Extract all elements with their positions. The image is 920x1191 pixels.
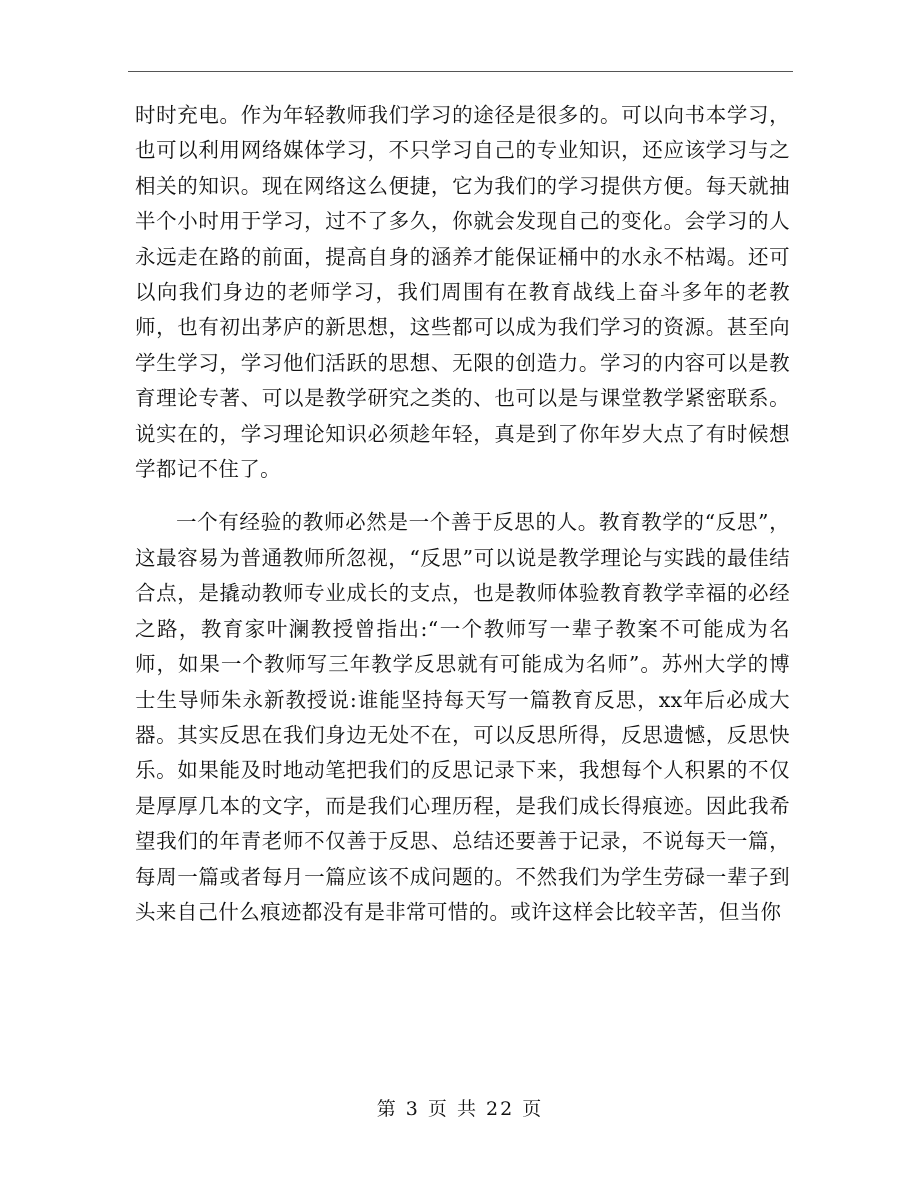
- document-body: [135, 98, 790, 930]
- page-footer: 第 3 页 共 22 页: [376, 1098, 544, 1120]
- paragraph-1: 时时充电。作为年轻教师我们学习的途径是很多的。可以向书本学习，也可以利用网络媒体学习，不只学习自己的专业知识，还应该学习与之相关的知识。现在网络这么便捷，它为我们的学习提供方便。每天就抽半个小时用于学习，过不了多久，你就会发现自己的变化。会学习的人永远走在路的前面，提高自身的涵养才能保证桶中的水永不枯竭。还可以向我们身边的老师学习，我们周围有在教育战线上奋斗多年的老教师，也有初出茅庐的新思想，这些都可以成为我们学习的资源。甚至向学生学习，学习他们活跃的思想、无限的创造力。学习的内容可以是教育理论专著、可以是教学研究之类的、也可以是与课堂教学紧密联系。说实在的，学习理论知识必须趁年轻，真是到了你年岁大点了有时候想学都记不住了。: [135, 103, 790, 482]
- header-rule: [128, 71, 793, 72]
- paragraph-2: 一个有经验的教师必然是一个善于反思的人。教育教学的“反思”，这最容易为普通教师所忽视，“反思”可以说是教学理论与实践的最佳结合点，是撬动教师专业成长的支点，也是教师体验教育教学幸福的必经之路，教育家叶澜教授曾指出:“一个教师写一辈子教案不可能成为名师，如果一个教师写三年教学反思就有可能成为名师”。苏州大学的博士生导师朱永新教授说:谁能坚持每天写一篇教育反思，xx年后必成大器。其实反思在我们身边无处不在，可以反思所得，反思遗憾，反思快乐。如果能及时地动笔把我们的反思记录下来，我想每个人积累的不仅是厚厚几本的文字，而是我们心理历程，是我们成长得痕迹。因此我希望我们的年青老师不仅善于反思、总结还要善于记录，不说每天一篇，每周一篇或者每月一篇应该不成问题的。不然我们为学生劳碌一辈子到头来自己什么痕迹都没有是非常可惜的。或许这样会比较辛苦，但当你: [135, 510, 790, 924]
